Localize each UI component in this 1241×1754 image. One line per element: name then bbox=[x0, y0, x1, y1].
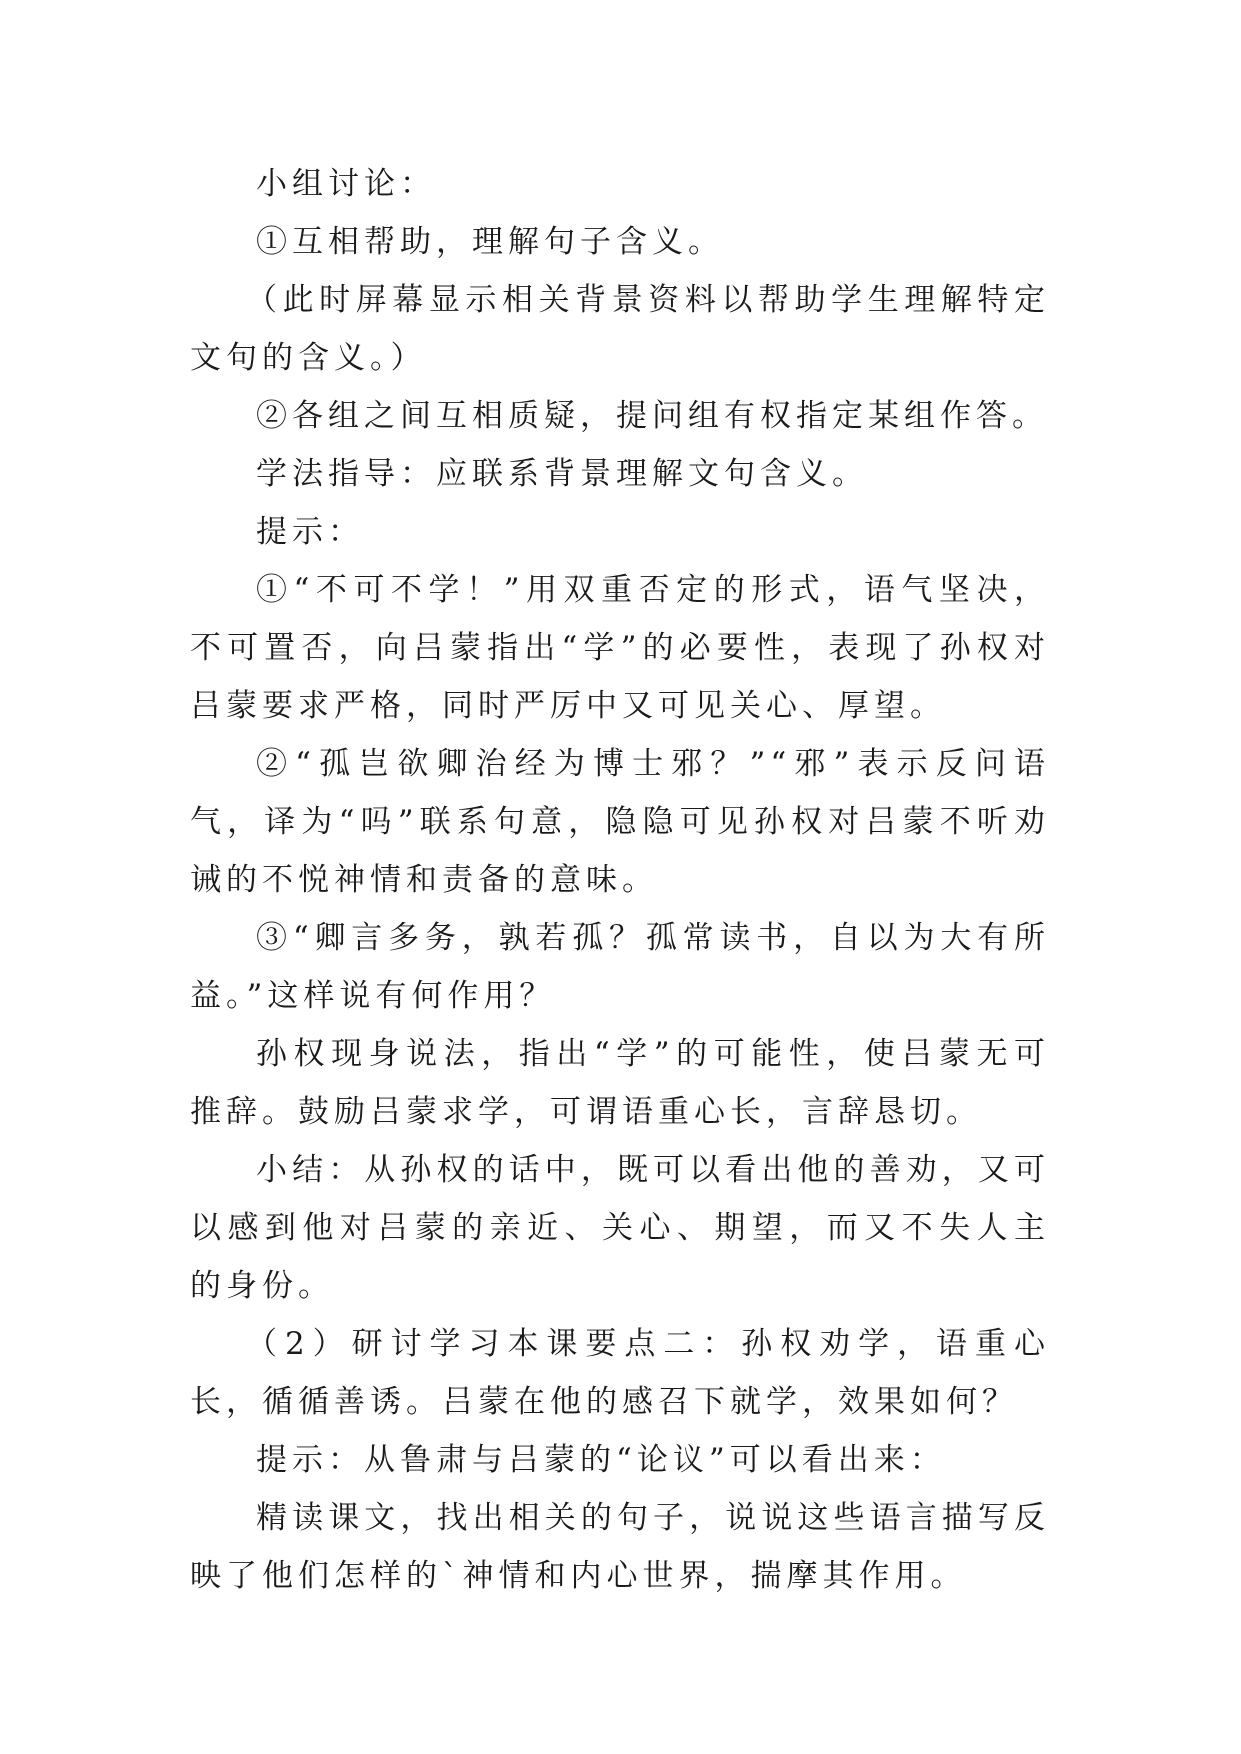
paragraph-step-2: ②各组之间互相质疑，提问组有权指定某组作答。 bbox=[256, 398, 1048, 434]
paragraph-screen-note: （此时屏幕显示相关背景资料以帮助学生理解特定文句的含义。） bbox=[190, 282, 1050, 376]
paragraph-key-point-2: （2）研讨学习本课要点二：孙权劝学，语重心长，循循善诱。吕蒙在他的感召下就学，效果如何？ bbox=[190, 1326, 1050, 1420]
paragraph-hint-3: ③“卿言多务，孰若孤？孤常读书，自以为大有所益。”这样说有何作用？ bbox=[190, 920, 1050, 1014]
paragraph-summary: 小结：从孙权的话中，既可以看出他的善劝，又可以感到他对吕蒙的亲近、关心、期望，而又不失人主的身份。 bbox=[190, 1152, 1050, 1304]
paragraph-method-guide: 学法指导：应联系背景理解文句含义。 bbox=[256, 456, 868, 492]
paragraph-hint-heading: 提示： bbox=[256, 514, 364, 550]
paragraph-answer: 孙权现身说法，指出“学”的可能性，使吕蒙无可推辞。鼓励吕蒙求学，可谓语重心长，言辞恳切。 bbox=[190, 1036, 1050, 1130]
paragraph-close-reading: 精读课文，找出相关的句子，说说这些语言描写反映了他们怎样的`神情和内心世界，揣摩其作用。 bbox=[190, 1500, 1050, 1594]
paragraph-group-discussion: 小组讨论： bbox=[256, 166, 436, 202]
paragraph-hint-2: ②“孤岂欲卿治经为博士邪？”“邪”表示反问语气，译为“吗”联系句意，隐隐可见孙权对吕蒙不听劝诫的不悦神情和责备的意味。 bbox=[190, 746, 1051, 898]
paragraph-hint-1: ①“不可不学！”用双重否定的形式，语气坚决，不可置否，向吕蒙指出“学”的必要性，表现了孙权对吕蒙要求严格，同时严厉中又可见关心、厚望。 bbox=[190, 572, 1050, 724]
paragraph-step-1: ①互相帮助，理解句子含义。 bbox=[256, 224, 724, 260]
document-body bbox=[190, 155, 1050, 1605]
paragraph-hint-lusu: 提示：从鲁肃与吕蒙的“论议”可以看出来： bbox=[256, 1442, 946, 1478]
